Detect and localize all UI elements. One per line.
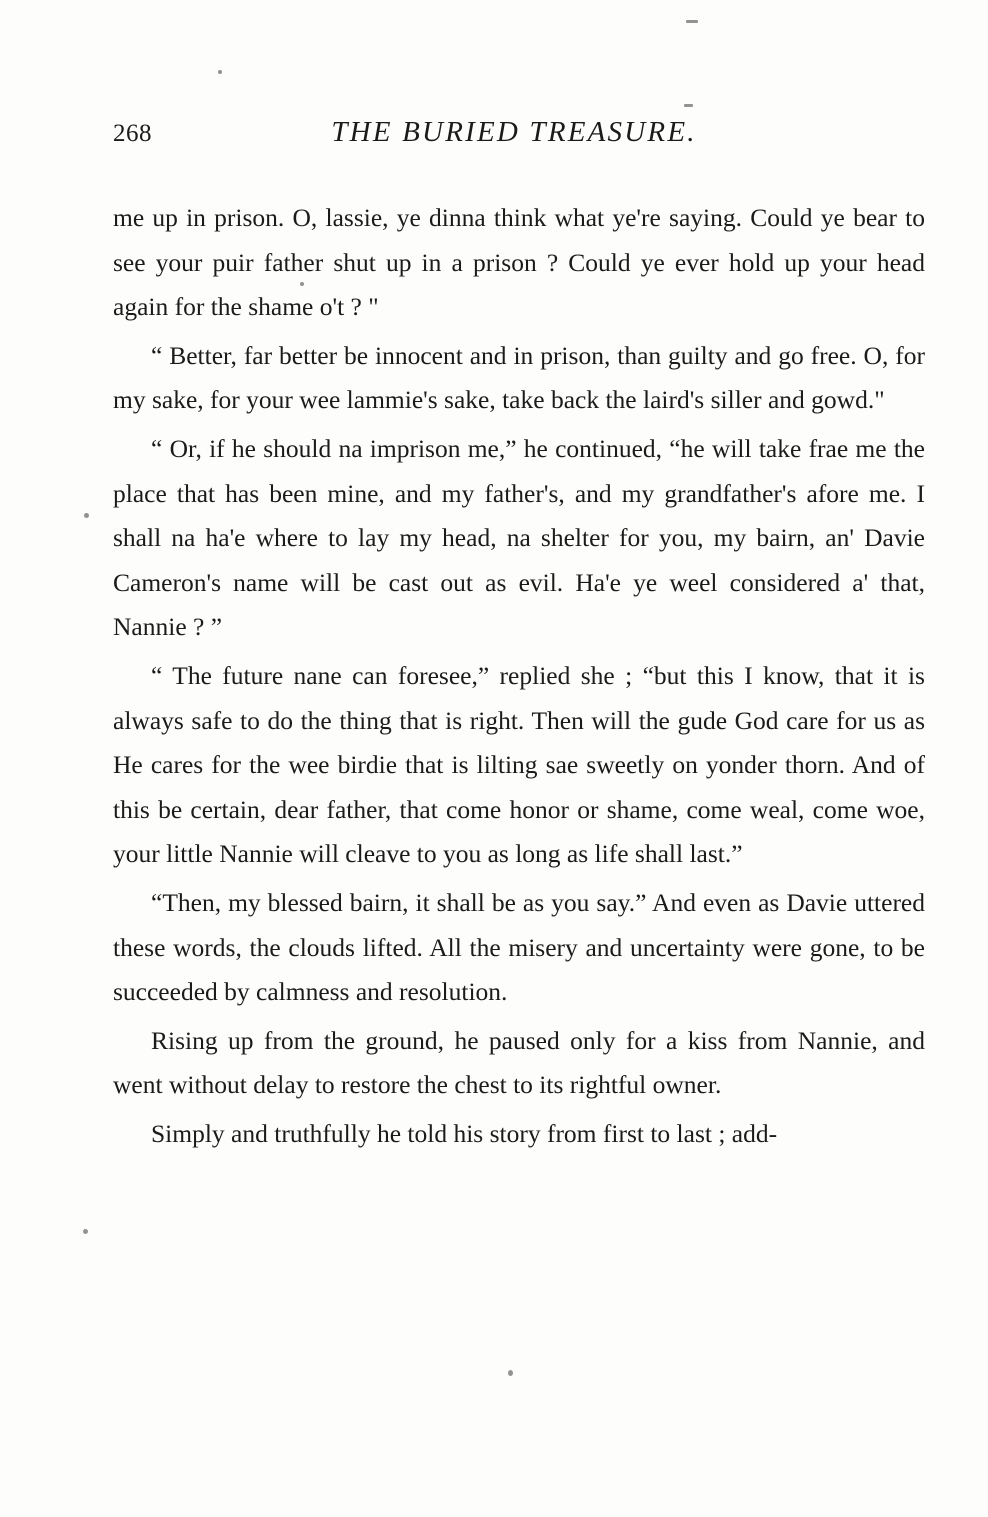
paragraph: “ The future nane can foresee,” replied she ; “but this I know, that it is always safe to do the thing that is right. Then will the gude God care for us as He cares for the wee birdie that is lilting sae sweetly on yonder thorn. And of this be certain, dear father, that come honor or shame, come weal, come woe, your little Nannie will cleave to you as long as life shall last.” <box>113 660 925 869</box>
scan-artifact <box>684 104 693 107</box>
paragraph: “ Or, if he should na imprison me,” he continued, “he will take frae me the place that has been mine, and my father's, and my grandfather's afore me. I shall na ha'e where to lay my head, na shelter for you, my bairn, an' Davie Cameron's name will be cast out as evil. Ha'e ye weel considered a' that, Nannie ? ” <box>113 433 925 642</box>
scan-artifact <box>686 20 698 23</box>
scan-artifact <box>508 1370 513 1376</box>
paragraph: “Then, my blessed bairn, it shall be as you say.” And even as Davie uttered these words, the clouds lifted. All the misery and uncertainty were gone, to be succeeded by calmness and resolution. <box>113 887 925 1007</box>
scan-artifact <box>84 513 89 518</box>
running-title: THE BURIED TREASURE. <box>331 116 697 148</box>
page-header <box>0 116 988 160</box>
paragraph: “ Better, far better be innocent and in prison, than guilty and go free. O, for my sake, for your wee lammie's sake, take back the laird's siller and gowd." <box>113 340 925 415</box>
paragraph: Simply and truthfully he told his story from first to last ; add- <box>151 1118 778 1148</box>
page-body <box>113 196 925 1156</box>
scan-artifact <box>83 1229 88 1234</box>
page-number: 268 <box>113 120 152 147</box>
scan-artifact <box>218 70 222 74</box>
paragraph: me up in prison. O, lassie, ye dinna think what ye're saying. Could ye bear to see your puir father shut up in a prison ? Could ye ever hold up your head again for the shame o't ? " <box>113 203 925 322</box>
paragraph: Rising up from the ground, he paused only for a kiss from Nannie, and went without delay to restore the chest to its rightful owner. <box>113 1025 925 1100</box>
